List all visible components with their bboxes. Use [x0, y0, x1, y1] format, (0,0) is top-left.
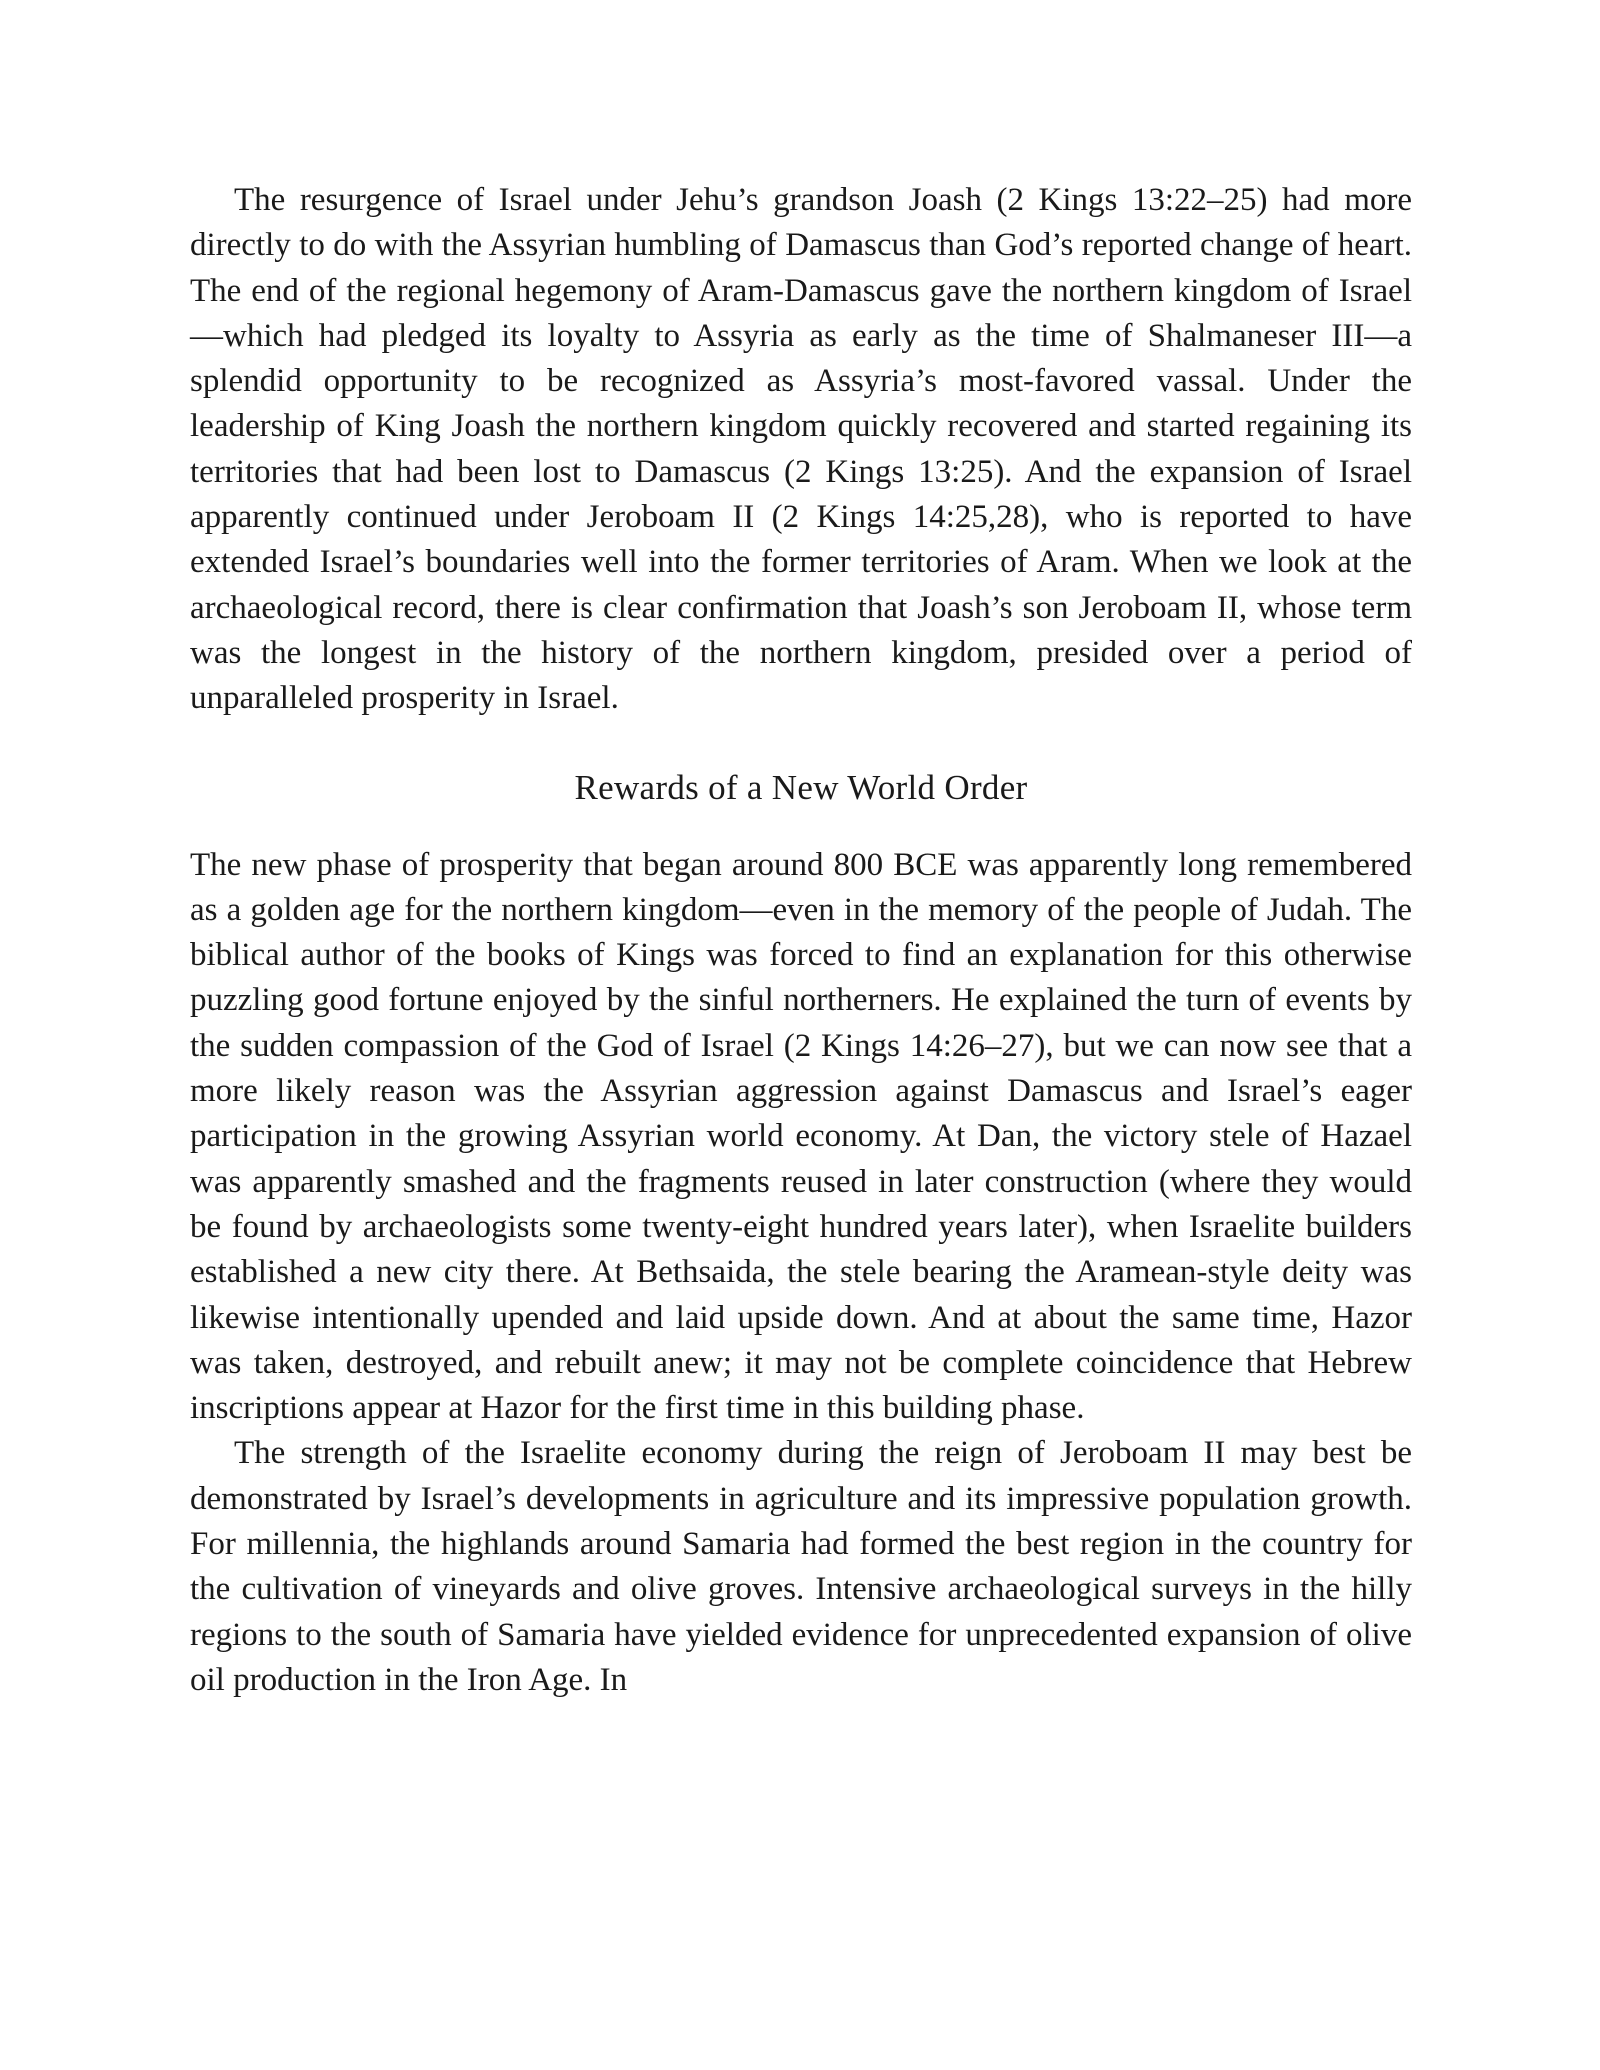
paragraph-israelite-economy: The strength of the Israelite economy during the reign of Jeroboam II may best be demonstrated by Israel’s developments in agriculture and its impressive population growth. For millennia, the highlands around Samaria had formed the best region in the country for the cultivation of vineyards and olive groves. Intensive archaeological surveys in the hilly regions to the south of Samaria have yielded evidence for unprecedented expansion of olive oil production in the Iron Age. In: [190, 1435, 1412, 1698]
paragraph-joash-resurgence: The resurgence of Israel under Jehu’s grandson Joash (2 Kings 13:22–25) had more directly to do with the Assyrian humbling of Damascus than God’s reported change of heart. The end of the regional hegemony of Aram-Damascus gave the northern kingdom of Israel—which had pledged its loyalty to Assyria as early as the time of Shalmaneser III—a splendid opportunity to be recognized as Assyria’s most-favored vassal. Under the leadership of King Joash the northern kingdom quickly recovered and started regaining its territories that had been lost to Damascus (2 Kings 13:25). And the expansion of Israel apparently continued under Jeroboam II (2 Kings 14:25,28), who is reported to have extended Israel’s boundaries well into the former territories of Aram. When we look at the archaeological record, there is clear confirmation that Joash’s son Jeroboam II, whose term was the longest in the history of the northern kingdom, presided over a period of unparalleled prosperity in Israel.: [190, 182, 1412, 717]
section-heading: Rewards of a New World Order: [574, 767, 1028, 807]
paragraph-new-prosperity: The new phase of prosperity that began around 800 BCE was apparently long remembered as a golden age for the northern kingdom—even in the memory of the people of Judah. The biblical author of the books of Kings was forced to find an explanation for this otherwise puzzling good fortune enjoyed by the sinful northerners. He explained the turn of events by the sudden compassion of the God of Israel (2 Kings 14:26–27), but we can now see that a more likely reason was the Assyrian aggression against Damascus and Israel’s eager participation in the growing Assyrian world economy. At Dan, the victory stele of Hazael was apparently smashed and the fragments reused in later construction (where they would be found by archaeologists some twenty-eight hundred years later), when Israelite builders established a new city there. At Bethsaida, the stele bearing the Aramean-style deity was likewise intentionally upended and laid upside down. And at about the same time, Hazor was taken, destroyed, and rebuilt anew; it may not be complete coincidence that Hebrew inscriptions appear at Hazor for the first time in this building phase.: [190, 846, 1412, 1427]
page-body: [190, 178, 1412, 1703]
